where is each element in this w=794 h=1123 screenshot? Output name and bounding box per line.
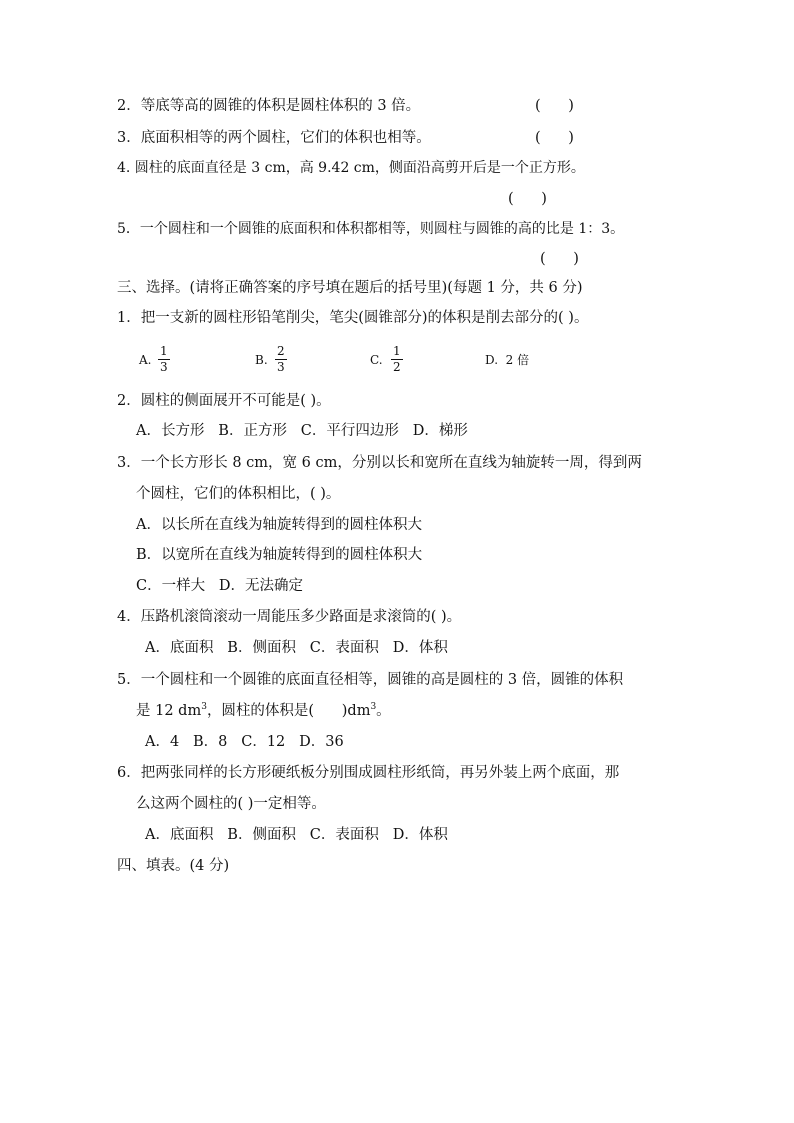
fraction-denominator: 3 [277,360,285,374]
choice-q3-option-b: B．以宽所在直线为轴旋转得到的圆柱体积大 [136,547,423,563]
choice-q6-line1: 6．把两张同样的长方形硬纸板分别围成圆柱形纸筒，再另外装上两个底面，那 [117,765,620,781]
fraction-denominator: 2 [393,360,401,374]
choice-q5-line1: 5．一个圆柱和一个圆锥的底面直径相等，圆锥的高是圆柱的 3 倍，圆锥的体积 [117,672,624,688]
choice-q4: 4．压路机滚筒滚动一周能压多少路面是求滚筒的( )。 [117,609,462,625]
choice-q3-option-a: A．以长所在直线为轴旋转得到的圆柱体积大 [136,517,422,533]
judge-q3-answer-paren[interactable]: ( ) [535,130,574,146]
choice-q1: 1．把一支新的圆柱形铅笔削尖，笔尖(圆锥部分)的体积是削去部分的( )。 [117,310,589,326]
q5-line2-end: 。 [376,703,391,719]
choice-q3-line1: 3．一个长方形长 8 cm，宽 6 cm，分别以长和宽所在直线为轴旋转一周，得到两 [117,455,642,471]
option-c-fraction [391,345,403,374]
choice-q5-line2 [136,701,391,721]
option-a-label: A. [139,353,152,367]
fraction-numerator: 1 [393,344,401,358]
choice-q3-line2: 个圆柱，它们的体积相比，( )。 [136,486,341,502]
q5-line2-pre: 是 12 dm [136,703,202,719]
judge-q2-answer-paren[interactable]: ( ) [535,98,574,114]
q5-unit-exponent-2: 3 [370,702,377,713]
choice-q6-options: A．底面积 B．侧面积 C．表面积 D．体积 [145,827,448,843]
choice-q3-option-cd: C．一样大 D．无法确定 [136,578,304,594]
choice-q4-options: A．底面积 B．侧面积 C．表面积 D．体积 [145,640,448,656]
option-b-label: B. [255,353,268,367]
judge-q5-answer-paren[interactable]: ( ) [540,251,579,267]
choice-q6-line2: 么这两个圆柱的( )一定相等。 [136,796,326,812]
fraction-numerator: 2 [277,344,285,358]
option-d: D. 2 倍 [485,353,530,367]
q5-line2-mid: ，圆柱的体积是( )dm [206,703,371,719]
option-c-label: C. [370,353,383,367]
section-table-title: 四、填表。(4 分) [117,858,230,874]
judge-q4: 4. 圆柱的底面直径是 3 cm，高 9.42 cm，侧面沿高剪开后是一个正方形。 [117,160,585,176]
fraction-numerator: 1 [160,344,168,358]
q5-unit-exponent: 3 [201,702,207,713]
fraction-denominator: 3 [160,360,168,374]
choice-q2: 2．圆柱的侧面展开不可能是( )。 [117,393,331,409]
judge-q3: 3．底面积相等的两个圆柱，它们的体积也相等。 [117,130,431,146]
option-a-fraction [158,345,170,374]
choice-q5-options: A．4 B．8 C．12 D．36 [145,734,344,750]
option-b-fraction [275,345,287,374]
judge-q2: 2．等底等高的圆锥的体积是圆柱体积的 3 倍。 [117,98,421,114]
choice-q2-options: A．长方形 B．正方形 C．平行四边形 D．梯形 [136,423,468,439]
judge-q5: 5．一个圆柱和一个圆锥的底面积和体积都相等，则圆柱与圆锥的高的比是 1：3。 [117,221,625,237]
section-choice-title: 三、选择。(请将正确答案的序号填在题后的括号里)(每题 1 分，共 6 分) [117,280,583,296]
judge-q4-answer-paren[interactable]: ( ) [508,191,547,207]
